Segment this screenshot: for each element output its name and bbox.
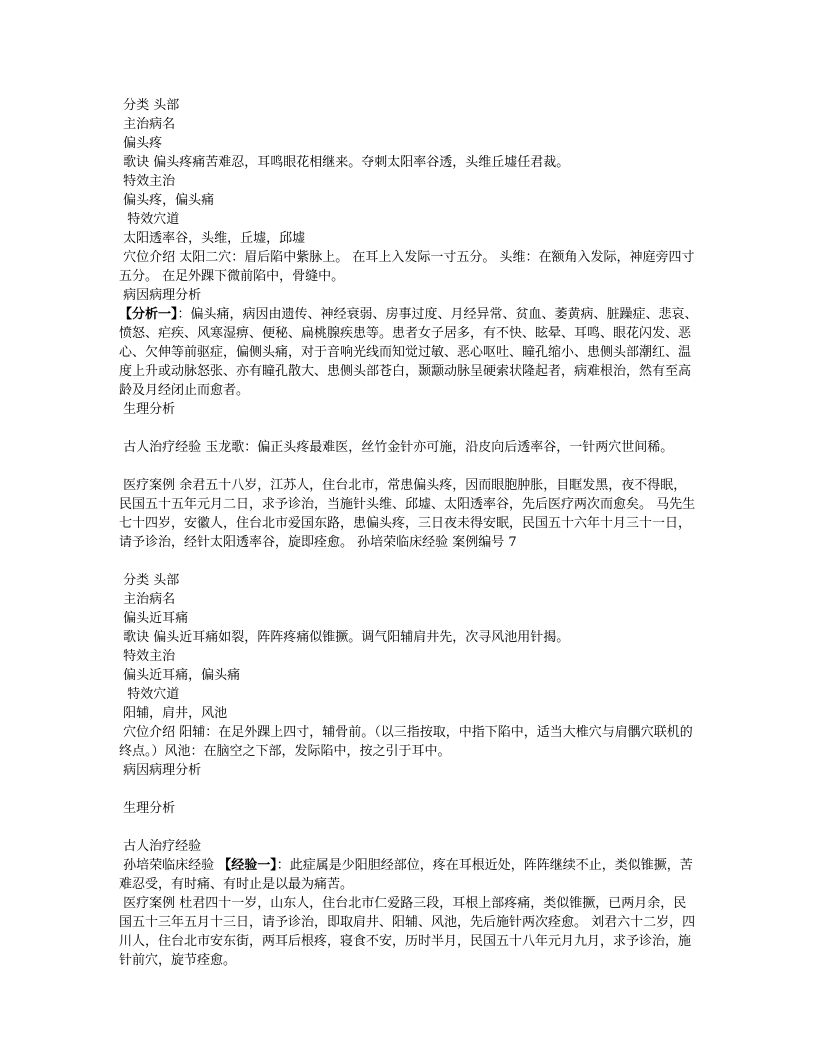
case1-points-label: 特效穴道 xyxy=(119,212,180,227)
case2-disease: 偏头近耳痛 xyxy=(119,611,189,626)
case2-points: 阳辅，肩井，风池 xyxy=(119,706,228,721)
case1-ancient: 古人治疗经验 玉龙歌：偏正头疼最难医，丝竹金针亦可施，沿皮向后透率谷，一针两穴世间稀。 xyxy=(119,440,674,455)
document-page xyxy=(119,96,699,970)
case1-category: 分类 头部 xyxy=(119,98,180,113)
spacer xyxy=(119,457,699,476)
case1-analysis-tag: 【分析一】 xyxy=(119,307,178,322)
case1-point-intro: 穴位介绍 太阳二穴：眉后陷中紫脉上。 在耳上入发际一寸五分。 头维：在额角入发际，神庭旁四寸五分。 在足外踝下微前陷中，骨缝中。 xyxy=(119,250,695,284)
case2-point-intro: 穴位介绍 阳辅：在足外踝上四寸，辅骨前。（以三指按取，中指下陷中，适当大椎穴与肩髃穴联机的终点。）风池：在脑空之下部，发际陷中，按之引于耳中。 xyxy=(119,725,693,759)
spacer xyxy=(119,780,699,799)
case1-disease-label: 主治病名 xyxy=(119,117,176,132)
case1-analysis-text: ：偏头痛，病因由遗传、神经衰弱、房事过度、月经异常、贫血、萎黄病、脏躁症、悲哀、愤怒、疟疾、风寒湿痹、便秘、扁桃腺疾患等。患者女子居多，有不快、眩晕、耳鸣、眼花闪发、恶心、欠伸等前驱症，偏侧头痛，对于音响光线而知觉过敏、恶心呕吐、瞳孔缩小、患侧头部潮红、温度上升或动脉怒张、亦有瞳孔散大、患侧头部苍白，颞颥动脉呈硬索状隆起者，病难根治，然有至高龄及月经闭止而愈者。 xyxy=(119,307,698,398)
case1-pathology-label: 病因病理分析 xyxy=(119,288,202,303)
case2-indication: 偏头近耳痛，偏头痛 xyxy=(119,668,241,683)
case2-experience-tag: 【经验一】 xyxy=(218,858,277,873)
case2-physiology-label: 生理分析 xyxy=(119,801,176,816)
case1-analysis xyxy=(119,305,699,400)
case1-disease: 偏头疼 xyxy=(119,136,163,151)
case2-category: 分类 头部 xyxy=(119,573,180,588)
case2-indication-label: 特效主治 xyxy=(119,649,176,664)
case2-medical-case: 医疗案例 杜君四十一岁，山东人，住台北市仁爱路三段，耳根上部疼痛，类似锥撅，已两月余，民国五十三年五月十三日，请予诊治，即取肩井、阳辅、风池，先后施针两次痊愈。 刘君六十二岁，四川人，住台北市安东街，两耳后根疼，寝食不安，历时半月，民国五十八年元月九月，求予诊治，施针前穴，旋节痊愈。 xyxy=(119,896,696,968)
case2-ancient-label: 古人治疗经验 xyxy=(119,839,202,854)
spacer xyxy=(119,552,699,571)
case1-indication-label: 特效主治 xyxy=(119,174,176,189)
case1-points: 太阳透率谷，头维，丘墟，邱墟 xyxy=(119,231,306,246)
case2-pathology-label: 病因病理分析 xyxy=(119,763,202,778)
case1-indication: 偏头疼，偏头痛 xyxy=(119,193,215,208)
spacer xyxy=(119,818,699,837)
case2-verse: 歌诀 偏头近耳痛如裂，阵阵疼痛似锥撅。调气阳辅肩井先，次寻风池用针揭。 xyxy=(119,630,570,645)
case2-disease-label: 主治病名 xyxy=(119,592,176,607)
case2-experience xyxy=(119,856,699,894)
case1-medical-case: 医疗案例 余君五十八岁，江苏人，住台北市，常患偏头疼，因而眼胞肿胀，目眶发黑，夜不得眠，民国五十五年元月二日，求予诊治，当施针头维、邱墟、太阳透率谷，先后医疗两次而愈矣。 马先生七十四岁，安徽人，住台北市爱国东路，患偏头疼，三日夜未得安眠，民国五十六年十月三十一日，请予诊治，经针太阳透率谷，旋即痊愈。 孙培荣临床经验 案例编号 7 xyxy=(119,478,696,550)
case1-physiology-label: 生理分析 xyxy=(119,402,176,417)
case2-experience-text: ：此症属是少阳胆经部位，疼在耳根近处，阵阵继续不止，类似锥撅，苦难忍受，有时痛、有时止是以最为痛苦。 xyxy=(119,858,693,892)
case1-verse: 歌诀 偏头疼痛苦难忍，耳鸣眼花相继来。夺刺太阳率谷透，头维丘墟任君裁。 xyxy=(119,155,570,170)
spacer xyxy=(119,419,699,438)
case2-experience-prefix: 孙培荣临床经验 xyxy=(119,858,219,873)
case2-points-label: 特效穴道 xyxy=(119,687,180,702)
